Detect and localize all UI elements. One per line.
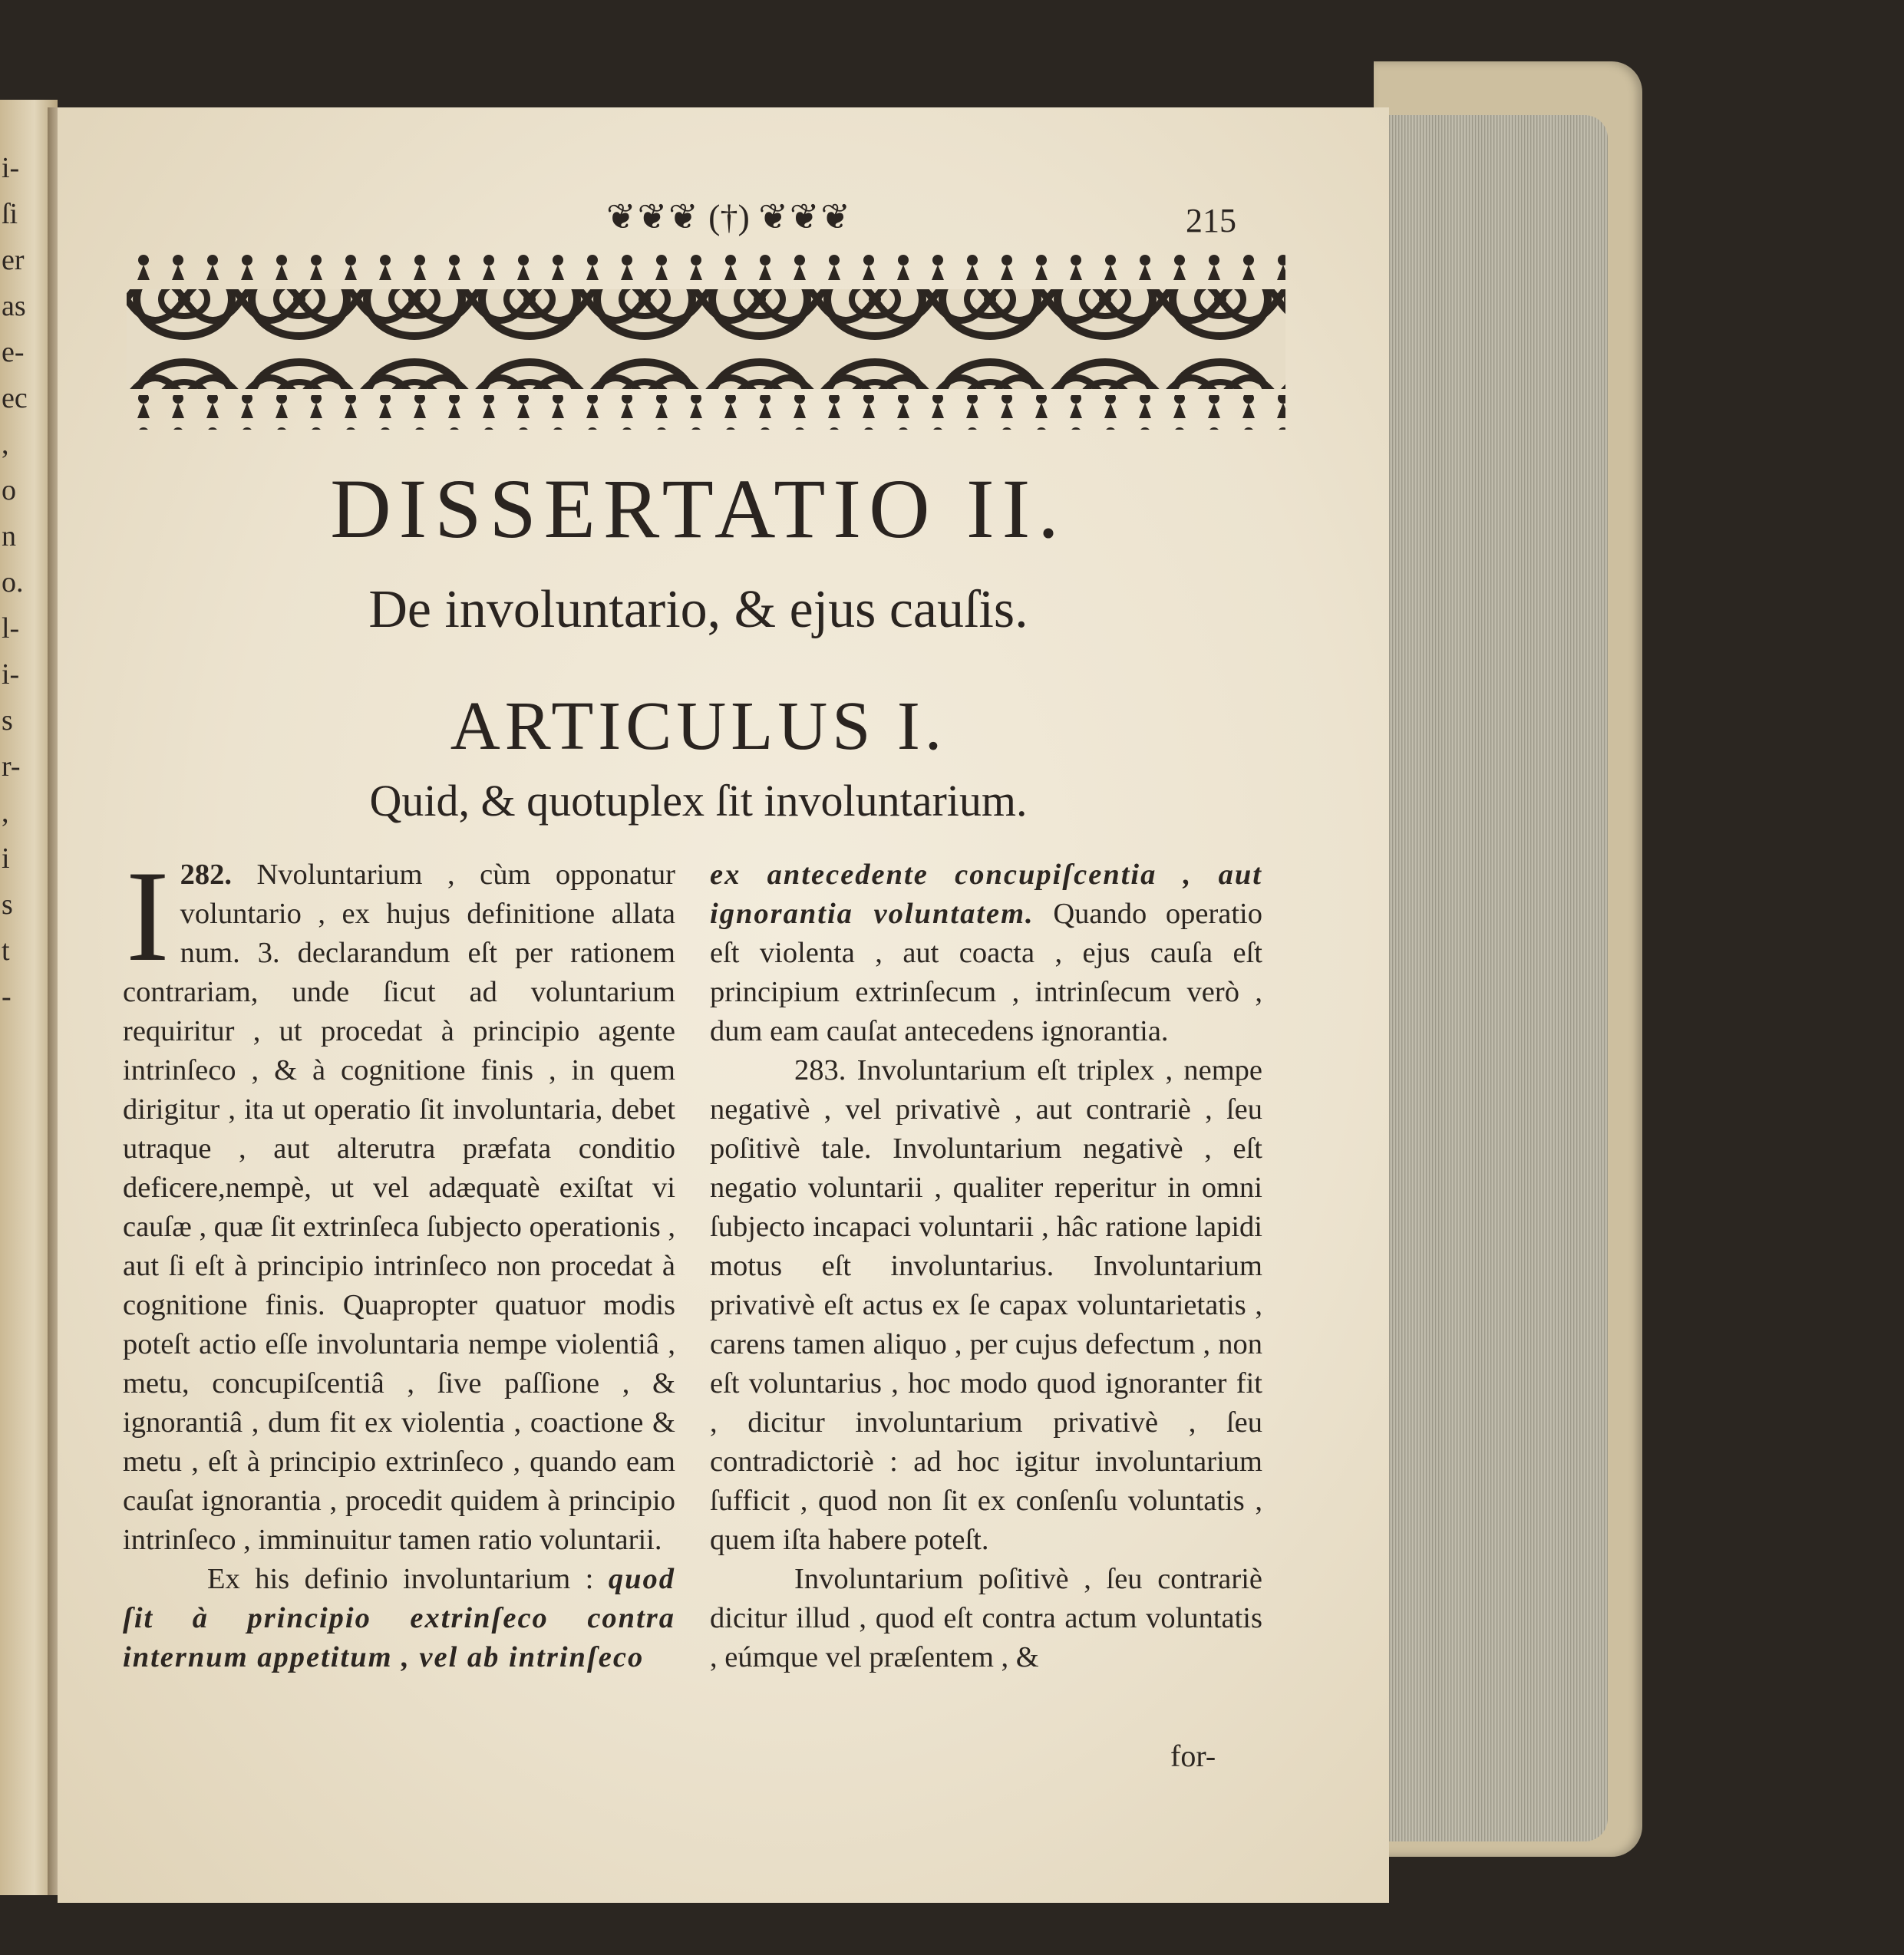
paragraph-number: 282. — [180, 859, 232, 891]
catchword: for- — [1170, 1739, 1216, 1773]
paragraph-text: Ex his definio involuntarium : — [207, 1563, 594, 1595]
left-page-fragment: l- — [2, 612, 20, 645]
drop-cap: I — [126, 844, 170, 988]
left-page-fragment: - — [2, 981, 12, 1013]
paragraph-text: Involuntarium poſitivè , ſeu contrariè dicitur illud , quod eſt contra actum voluntatis , eúmque vel præſentem , & — [710, 1563, 1262, 1673]
article-heading: ARTICULUS I. — [450, 688, 947, 764]
head-ornament-right: ❦❦❦ — [758, 197, 852, 236]
left-page-fragment: , — [2, 428, 9, 460]
paragraph-text: Involuntarium eſt triplex , nempe negativè , vel privativè , aut contrariè , ſeu poſitivè tale. Involuntarium negativè , eſt negatio voluntarii , qualiter reperitur in omni ſubjecto incapaci voluntarii , hâc ratione lapidi motus eſt involuntarius. Involuntarium privativè eſt actus ex ſe capax voluntarietatis , carens tamen aliquo , per cujus defectum , non eſt voluntarius , hoc modo quod ignoranter fit , dicitur involuntarium privativè , ſeu contradictoriè : ad hoc igitur involuntarium ſufficit , quod non ſit ex conſenſu voluntatis , quem iſta habere poteſt. — [710, 1054, 1263, 1556]
paragraph-definition — [123, 1560, 675, 1677]
left-page-fragment: as — [2, 290, 26, 322]
left-page-fragment: , — [2, 796, 9, 829]
left-page-fragment: e- — [2, 336, 25, 368]
paragraph-text: Quando operatio eſt violenta , aut coacta , ejus cauſa eſt principium extrinſecum , intrinſecum verò , dum eam cauſat antecedens ignorantia. — [710, 898, 1262, 1047]
page-number: 215 — [1186, 202, 1236, 239]
left-page-fragment: s — [2, 704, 13, 737]
right-column — [710, 856, 1262, 1807]
left-page-fragment: o. — [2, 566, 24, 598]
left-page-fragment: i — [2, 842, 10, 875]
paragraph-positive — [710, 1560, 1262, 1677]
dissertation-title: DISSERTATIO II. — [330, 462, 1067, 556]
definition-text: quod ſit à principio extrinſeco contra internum appetitum , vel ab intrinſeco — [123, 1563, 675, 1673]
paragraph-283 — [710, 1051, 1262, 1560]
left-page-fragment: t — [2, 935, 10, 967]
ornament-band — [127, 249, 1285, 430]
left-page-fragment: i- — [2, 152, 20, 184]
head-mark: (†) — [708, 197, 750, 236]
head-ornament-left: ❦❦❦ — [606, 197, 700, 236]
left-page-fragment: ſi — [2, 198, 18, 230]
paragraph-282 — [123, 844, 676, 1560]
left-page-fragment: er — [2, 244, 25, 276]
paragraph-continuation — [710, 856, 1262, 1051]
left-page-fragment: o — [2, 474, 16, 506]
left-page-fragment: s — [2, 888, 13, 921]
left-column — [123, 844, 676, 1776]
definition-text: ex antecedente concupiſcentia , aut ignorantia voluntatem. — [710, 859, 1262, 930]
paragraph-number: 283. — [794, 1054, 846, 1086]
running-head — [537, 196, 921, 237]
page-edges — [1378, 115, 1608, 1841]
left-page-fragment: i- — [2, 658, 20, 691]
article-title: Quid, & quotuplex ſit involuntarium. — [369, 776, 1028, 826]
left-page-fragment: ec — [2, 382, 28, 414]
left-page-fragment: n — [2, 520, 16, 552]
paragraph-text: Nvoluntarium , cùm opponatur voluntario , ex hujus definitione allata num. 3. declarandum eſt per rationem contrariam, unde ſicut ad voluntarium requiritur , ut procedat à principio agente intrinſeco , & à cognitione finis , in quem dirigitur , ita ut operatio ſit involuntaria, debet utraque , aut alterutra præfata conditio deficere,nempè, ut vel adæquatè exiſtat vi cauſæ , quæ ſit extrinſeca ſubjecto operationis , aut ſi eſt à principio intrinſeco non procedat à cognitione finis. Quapropter quatuor modis poteſt actio eſſe involuntaria nempe violentiâ , metu, concupiſcentiâ , ſive paſſione , & ignorantiâ , dum fit ex violentia , coactione & metu , eſt à principio extrinſeco , quando eam cauſat ignorantia , procedit quidem à principio intrinſeco , imminuitur tamen ratio voluntarii. — [123, 859, 676, 1556]
dissertation-subtitle: De involuntario, & ejus cauſis. — [368, 580, 1028, 639]
left-page-fragment: r- — [2, 750, 21, 783]
